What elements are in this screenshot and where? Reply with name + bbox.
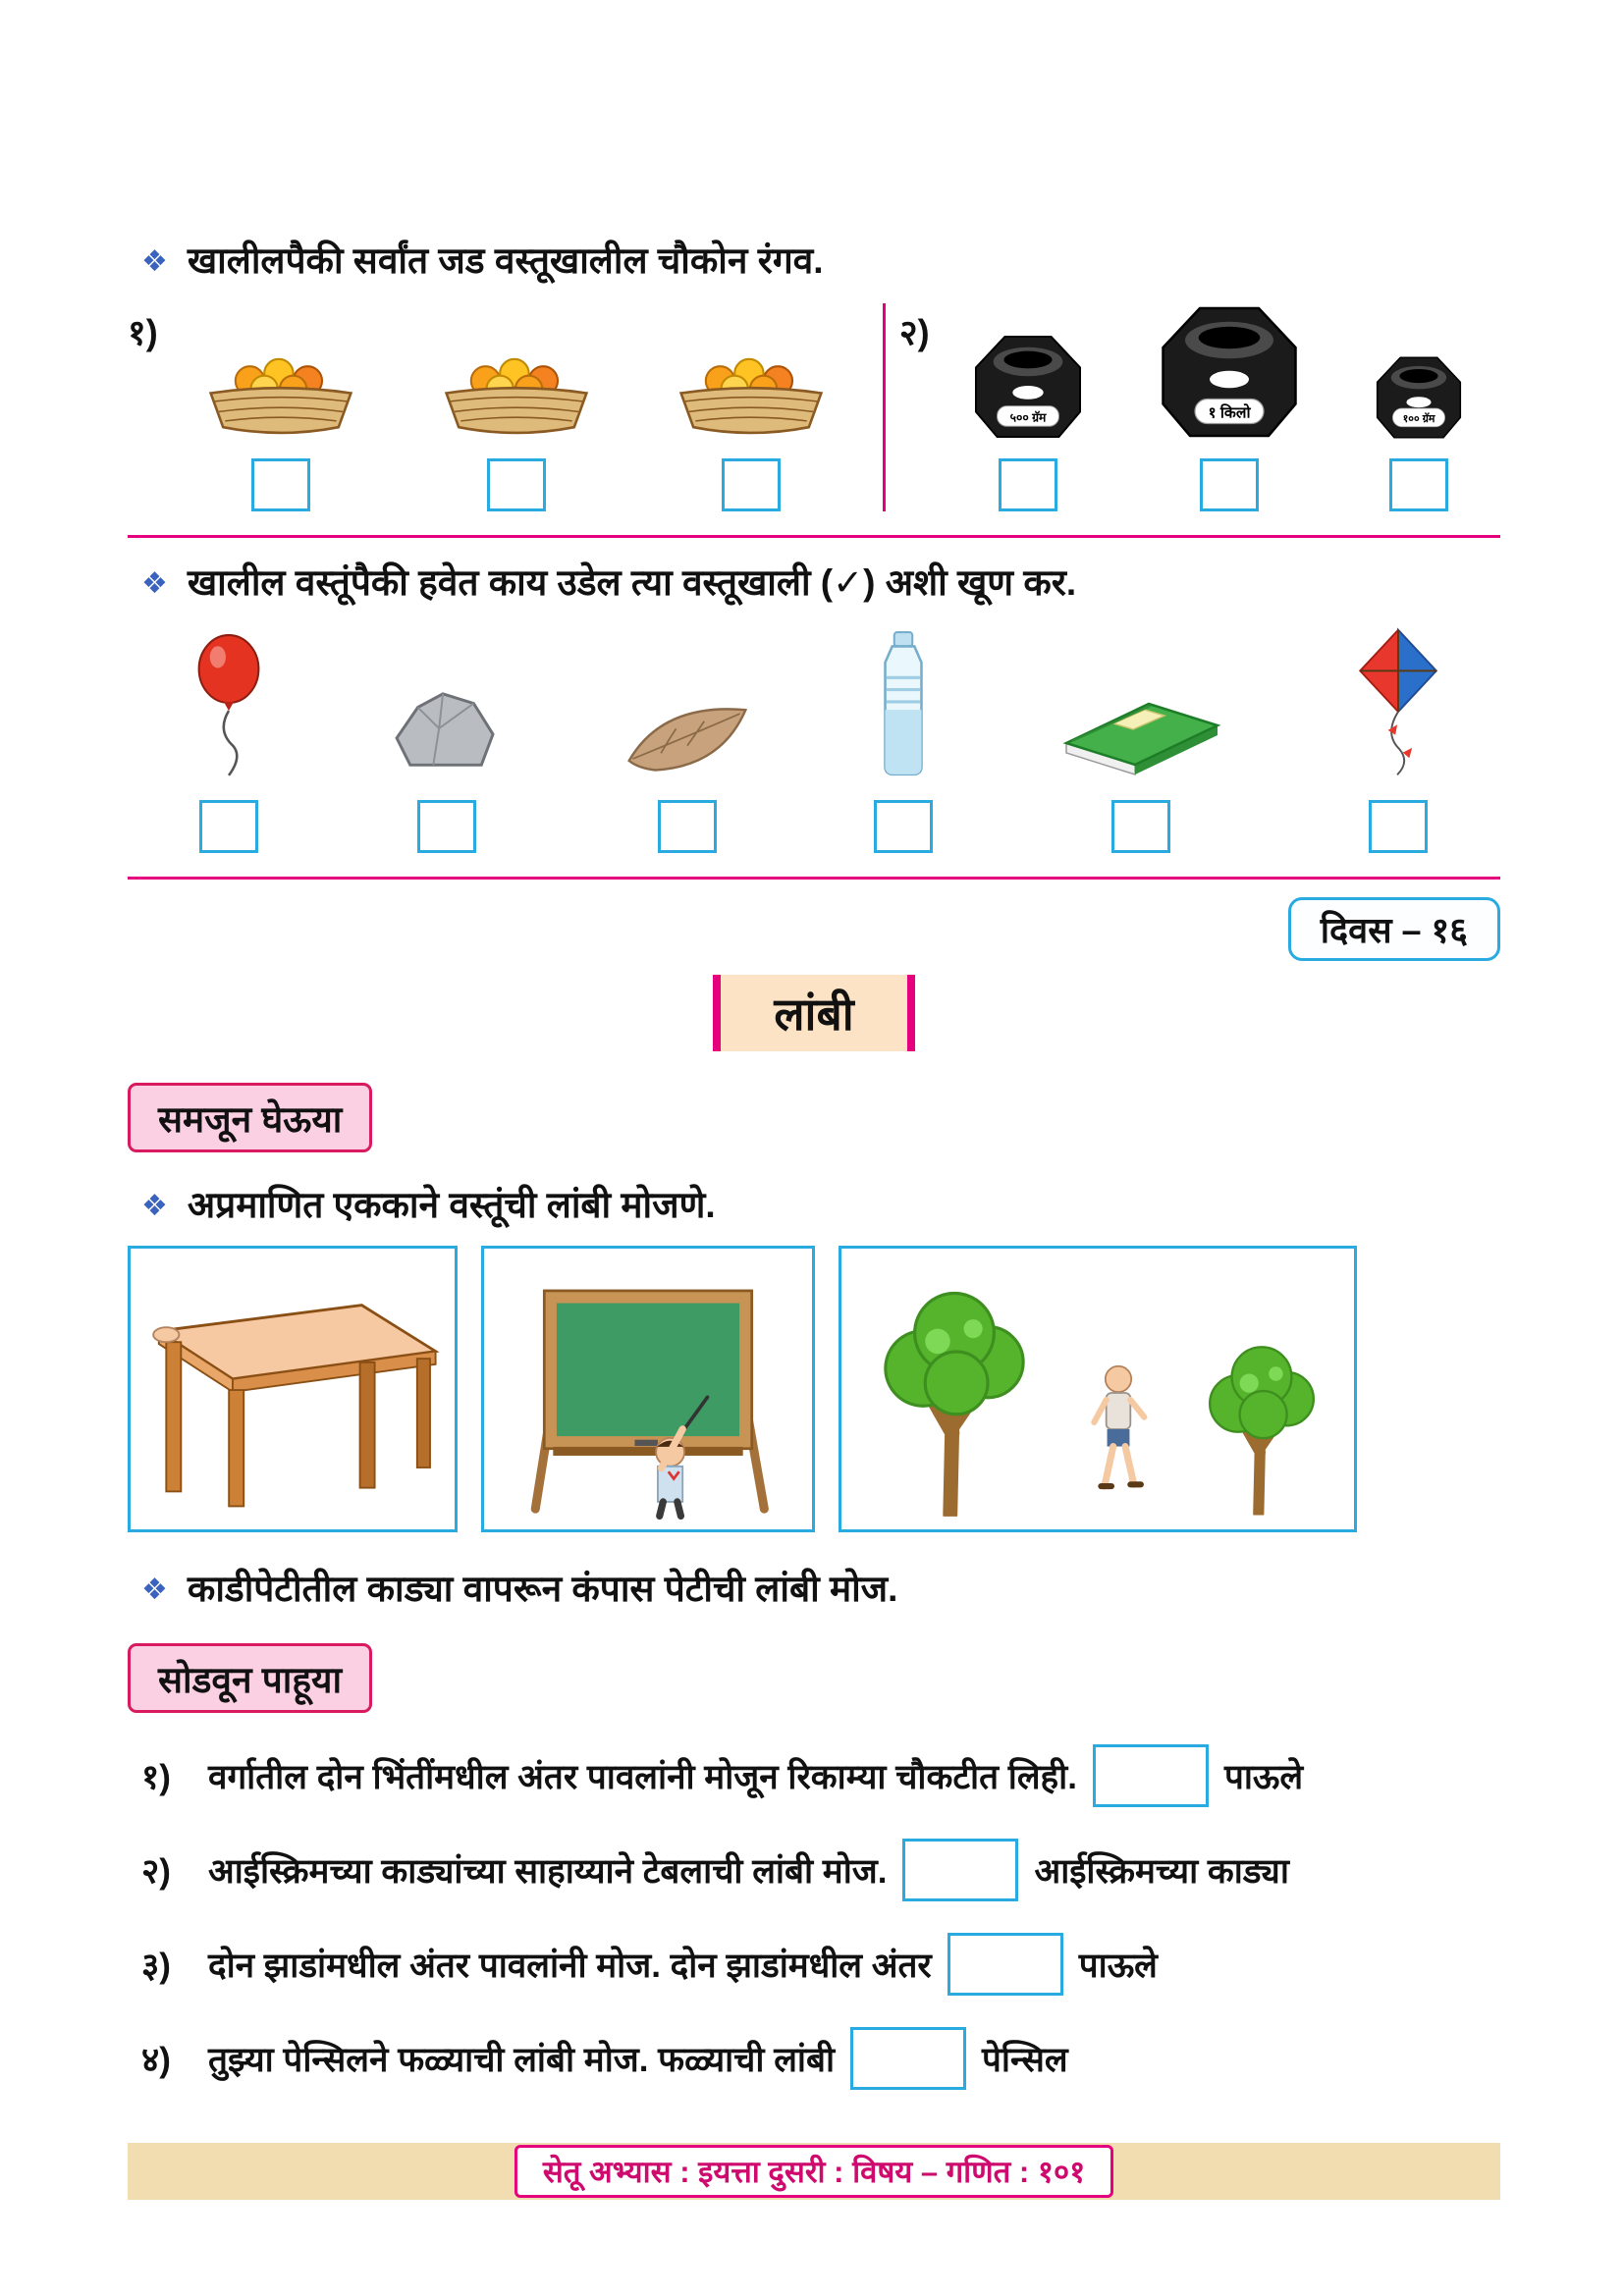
book-unit	[1053, 621, 1229, 853]
answer-checkbox[interactable]	[999, 458, 1057, 511]
chapter-title: लांबी	[721, 975, 906, 1051]
weight-label: ५०० ग्रॅम	[1009, 410, 1047, 425]
answer-box[interactable]	[850, 2027, 966, 2090]
flying-objects-row	[128, 621, 1500, 853]
instruction-text: काडीपेटीतील काड्या वापरून कंपास पेटीची लांबी मोज.	[187, 1569, 898, 1609]
diamond-bullet-icon: ❖	[141, 1574, 168, 1606]
answer-box[interactable]	[1093, 1744, 1209, 1807]
tree-icon	[1199, 1338, 1325, 1520]
section-divider	[128, 877, 1500, 880]
answer-checkbox[interactable]	[658, 800, 717, 853]
question-number: २)	[141, 1851, 171, 1891]
question-4	[141, 2027, 1500, 2090]
blackboard-and-child-icon	[494, 1262, 802, 1520]
basket-unit	[198, 346, 363, 511]
question-text: दोन झाडांमधील अंतर पावलांनी मोज. दोन झाडांमधील अंतर	[208, 1946, 932, 1985]
question-suffix: आईस्क्रिमच्या काड्या	[1034, 1851, 1289, 1891]
kite-unit	[1347, 621, 1449, 853]
baskets-group	[128, 303, 869, 511]
weight-unit	[970, 333, 1086, 511]
section-divider	[128, 535, 1500, 538]
answer-checkbox[interactable]	[1369, 800, 1428, 853]
chapter-title-row	[128, 975, 1500, 1051]
blackboard-image-box	[481, 1246, 815, 1532]
title-bar-left	[713, 975, 721, 1051]
rock-unit	[389, 621, 505, 853]
table-image-box	[128, 1246, 458, 1532]
diamond-bullet-icon: ❖	[141, 1190, 168, 1222]
answer-checkbox[interactable]	[722, 458, 781, 511]
answer-checkbox[interactable]	[417, 800, 476, 853]
water-bottle-icon	[871, 629, 936, 780]
bottle-unit	[871, 621, 936, 853]
answer-checkbox[interactable]	[1111, 800, 1170, 853]
diamond-bullet-icon: ❖	[141, 567, 168, 600]
item-number-2: २)	[898, 312, 930, 352]
question-3	[141, 1933, 1500, 1996]
weight-unit	[1156, 303, 1303, 511]
answer-checkbox[interactable]	[251, 458, 310, 511]
weights-group	[899, 303, 1500, 511]
question-suffix: पेन्सिल	[982, 2040, 1068, 2079]
leaf-icon	[622, 694, 753, 780]
question-2	[141, 1839, 1500, 1901]
instruction-text: खालील वस्तूंपैकी हवेत काय उडेल त्या वस्तूखाली (✓) अशी खूण कर.	[187, 562, 1077, 603]
footer-strip	[128, 2143, 1500, 2200]
instruction-text: अप्रमाणित एककाने वस्तूंची लांबी मोजणे.	[187, 1185, 716, 1225]
book-icon	[1053, 682, 1229, 780]
question-text: वर्गातील दोन भिंतींमधील अंतर पावलांनी मोजून रिकाम्या चौकटीत लिही.	[208, 1757, 1077, 1796]
solve-label: सोडवून पाहूया	[128, 1643, 372, 1713]
section-flying	[128, 556, 1500, 853]
instruction-measuring	[141, 1178, 1500, 1228]
vertical-divider	[883, 303, 886, 511]
understand-label: समजून घेऊया	[128, 1083, 372, 1152]
walking-child-icon	[1075, 1353, 1162, 1520]
trees-image-box	[839, 1246, 1357, 1532]
answer-checkbox[interactable]	[874, 800, 933, 853]
weight-label: १ किलो	[1208, 404, 1251, 422]
answer-box[interactable]	[902, 1839, 1018, 1901]
question-number: १)	[141, 1757, 171, 1796]
answer-checkbox[interactable]	[199, 800, 258, 853]
measuring-images-row	[128, 1246, 1500, 1532]
day-badge: दिवस – १६	[1288, 897, 1500, 961]
kite-icon	[1347, 625, 1449, 780]
balloon-icon	[187, 631, 271, 780]
weight-1kg-icon	[1156, 303, 1303, 441]
basket-unit	[669, 346, 834, 511]
balloon-unit	[187, 621, 271, 853]
question-text: तुझ्या पेन्सिलने फळ्याची लांबी मोज. फळ्याची लांबी	[208, 2040, 836, 2079]
question-number: ३)	[141, 1946, 171, 1985]
question-suffix: पाऊले	[1223, 1757, 1304, 1796]
fruit-basket-icon	[198, 346, 363, 441]
instruction-matchsticks	[141, 1562, 1500, 1612]
weight-100g-icon	[1373, 354, 1465, 441]
section-heaviest	[128, 234, 1500, 511]
day-badge-row	[128, 897, 1500, 961]
diamond-bullet-icon: ❖	[141, 245, 168, 278]
weight-unit	[1373, 354, 1465, 511]
tree-icon	[871, 1284, 1038, 1520]
question-suffix: पाऊले	[1078, 1946, 1158, 1985]
item-number-1: १)	[128, 312, 158, 352]
heaviest-row	[128, 303, 1500, 511]
weight-label: १०० ग्रॅम	[1403, 413, 1435, 426]
rock-icon	[389, 684, 505, 780]
question-text: आईस्क्रिमच्या काड्यांच्या साहाय्याने टेबलाची लांबी मोज.	[208, 1851, 888, 1891]
question-number: ४)	[141, 2040, 171, 2079]
basket-unit	[434, 346, 599, 511]
question-1	[141, 1744, 1500, 1807]
answer-checkbox[interactable]	[1389, 458, 1448, 511]
fruit-basket-icon	[669, 346, 834, 441]
instruction-text: खालीलपैकी सर्वांत जड वस्तूखालील चौकोन रंगव.	[187, 240, 824, 281]
answer-checkbox[interactable]	[1200, 458, 1259, 511]
answer-box[interactable]	[947, 1933, 1063, 1996]
fruit-basket-icon	[434, 346, 599, 441]
footer-text: सेतू अभ्यास : इयत्ता दुसरी : विषय – गणित : १०१	[514, 2145, 1113, 2198]
instruction-heaviest	[141, 234, 1500, 284]
answer-checkbox[interactable]	[487, 458, 546, 511]
weight-500g-icon	[970, 333, 1086, 441]
leaf-unit	[622, 621, 753, 853]
title-bar-right	[907, 975, 915, 1051]
instruction-flying	[141, 556, 1500, 606]
table-icon	[140, 1262, 445, 1520]
